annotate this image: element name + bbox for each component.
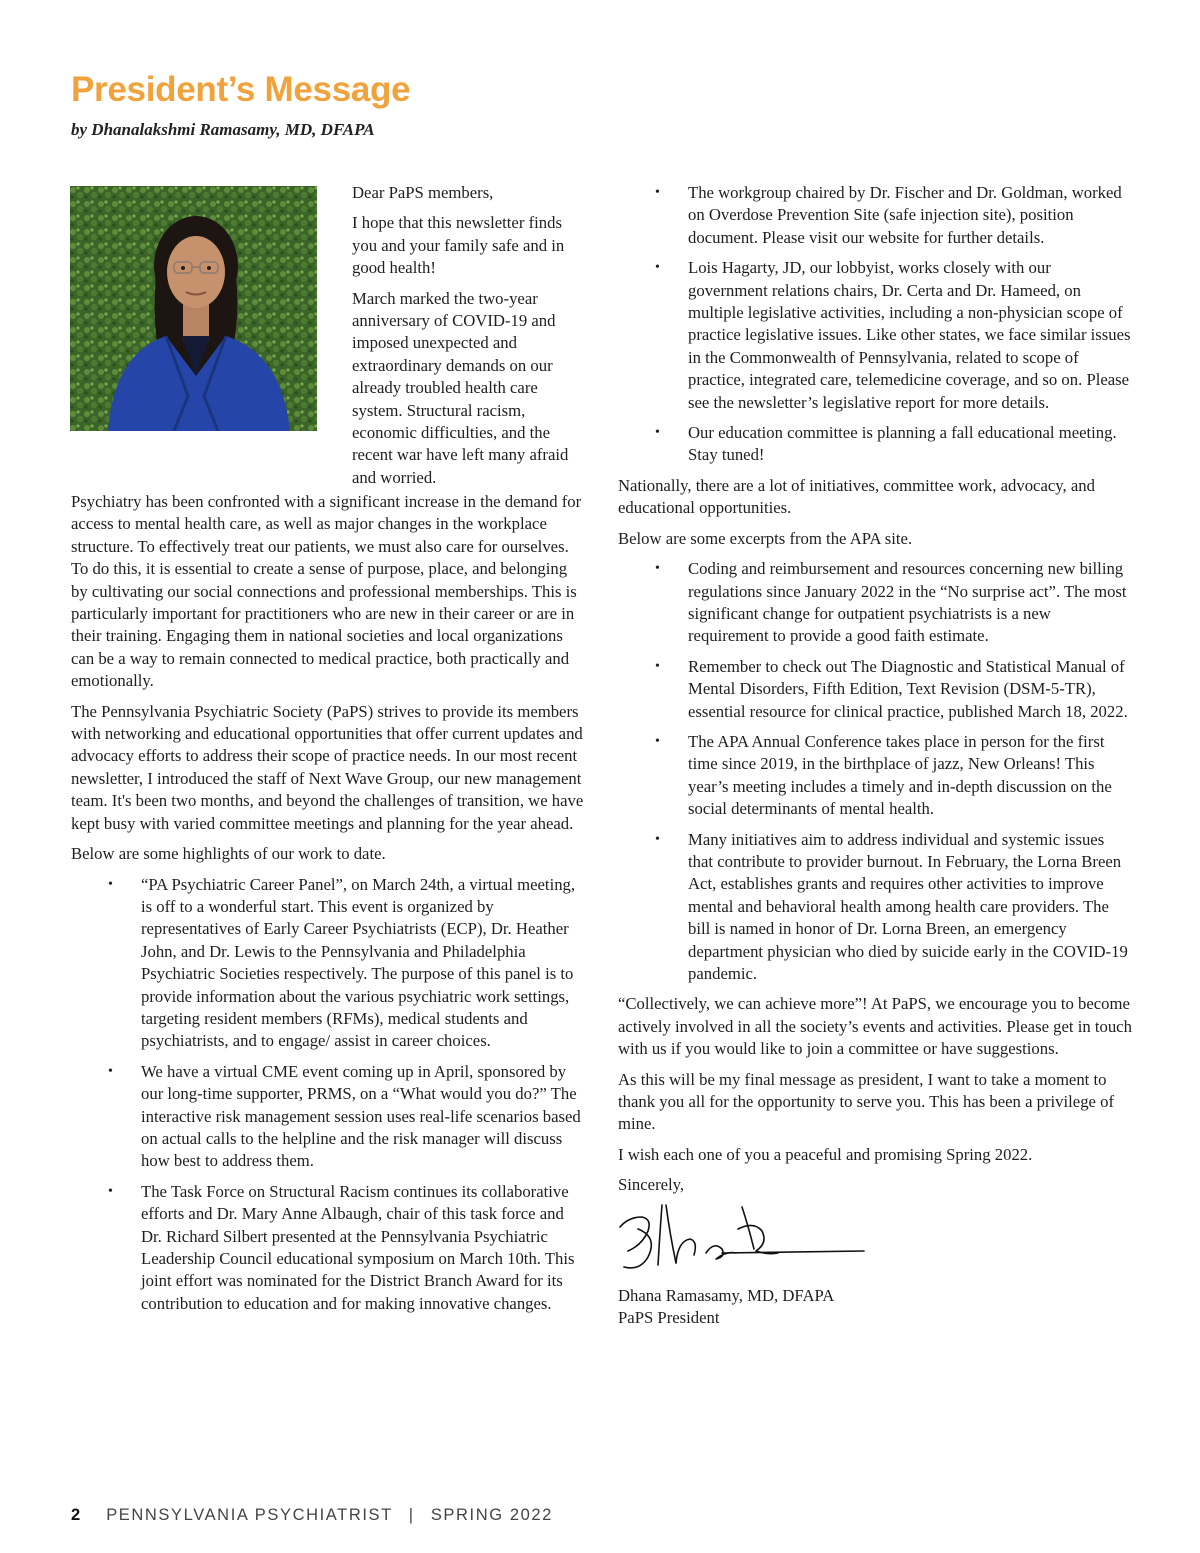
- intro-paragraph-1: I hope that this newsletter finds you and your family safe and in good health!: [352, 213, 565, 278]
- list-item: [71, 874, 584, 1053]
- list-item: [618, 656, 1133, 723]
- body-paragraph-10: I wish each one of you a peaceful and promising Spring 2022.: [618, 1144, 1033, 1164]
- page-number: 2: [71, 1506, 81, 1524]
- work-list: [618, 182, 1133, 467]
- bullet-glyph: •: [655, 260, 660, 276]
- bullet-glyph: •: [655, 658, 660, 674]
- publication-name: PENNSYLVANIA PSYCHIATRIST: [106, 1506, 393, 1524]
- left-column: [71, 491, 584, 1323]
- body-paragraph-3: Psychiatry has been confronted with a significant increase in the demand for access to mental health care, as well as major changes in the workplace structure. To effectively treat our patients, we must also care for ourselves. To do this, it is essential to create a sense of purpose, place, and belonging by cultivating our social connections and professional memberships. This is particularly important for practitioners who are new in their career or are in their training. Engaging them in national societies and local organizations can be a way to remain connected to medical practice, both practically and emotionally.: [71, 492, 582, 691]
- list-item-text: “PA Psychiatric Career Panel”, on March 24th, a virtual meeting, is off to a wonderful start. This event is organized by representatives of Early Career Psychiatrists (ECP), Dr. Heather John, and Dr. Lewis to the Pennsylvania and Philadelphia Psychiatric Societies respectively. The purpose of this panel is to provide information about the various psychiatric work settings, targeting resident members (RFMs), medical students and psychiatrists, and to engage/ assist in career choices.: [141, 874, 576, 1051]
- page-footer: [71, 1506, 553, 1525]
- footer-separator: |: [408, 1506, 415, 1524]
- issue-label: SPRING 2022: [430, 1506, 553, 1524]
- highlights-list: [71, 874, 584, 1316]
- apa-excerpts-list: [618, 558, 1133, 985]
- intro-text: [352, 182, 584, 497]
- bullet-glyph: •: [655, 185, 660, 200]
- list-item: [71, 1181, 584, 1315]
- list-item: [618, 558, 1133, 648]
- list-item-text: The Task Force on Structural Racism continues its collaborative efforts and Dr. Mary Anne Albaugh, chair of this task force and Dr. Richard Silbert presented at the Pennsylvania Psychiatric Leadership Council educational symposium on March 10th. This joint effort was nominated for the District Branch Award for its contribution to education and for making innovative changes.: [141, 1181, 575, 1313]
- body-paragraph-6: Nationally, there are a lot of initiatives, committee work, advocacy, and educational opportunities.: [618, 475, 1095, 518]
- list-item: [618, 257, 1133, 414]
- body-paragraph-4: The Pennsylvania Psychiatric Society (PaPS) strives to provide its members with networking and educational opportunities that offer current updates and advocacy efforts to address their scope of practice needs. In our most recent newsletter, I introduced the staff of Next Wave Group, our new management team. It's been two months, and beyond the challenges of transition, we have kept busy with varied committee meetings and planning for the year ahead.: [71, 701, 584, 833]
- body-paragraph-9: As this will be my final message as president, I want to take a moment to thank you all for the opportunity to serve you. This has been a privilege of mine.: [618, 1069, 1115, 1134]
- list-item: [618, 731, 1133, 821]
- list-item-text: Lois Hagarty, JD, our lobbyist, works closely with our government relations chairs, Dr. Certa and Dr. Hameed, on multiple legislative activities, including a non-physician scope of practice legislative issues. Like other states, we face similar issues in the Commonwealth of Pennsylvania, related to scope of practice, integrated care, telemedicine coverage, and so on. Please see the newsletter’s legislative report for more details.: [688, 258, 1131, 412]
- list-item: [71, 1061, 584, 1173]
- bullet-glyph: •: [655, 831, 660, 847]
- list-item-text: The APA Annual Conference takes place in person for the first time since 2019, in the birthplace of jazz, New Orleans! This year’s meeting includes a timely and in-depth discussion on the social determinants of mental health.: [688, 731, 1112, 819]
- right-column: [618, 182, 1133, 1337]
- signatory-title: PaPS President: [618, 1308, 720, 1328]
- bullet-glyph: •: [108, 876, 113, 892]
- intro-paragraph-2: March marked the two-year anniversary of COVID-19 and imposed unexpected and extraordinary demands on our already troubled health care system. Structural racism, economic difficulties, and the recent war have left many afraid and worried.: [352, 288, 569, 487]
- list-item-text: Many initiatives aim to address individual and systemic issues that contribute to provider burnout. In February, the Lorna Breen Act, establishes grants and requires other activities to improve mental and behavioral health among health care providers. The bill is named in honor of Dr. Lorna Breen, an emergency department physician who died by suicide early in the COVID-19 pandemic.: [688, 829, 1128, 983]
- list-item: [618, 422, 1133, 467]
- body-paragraph-5: Below are some highlights of our work to date.: [71, 844, 386, 864]
- closing: Sincerely,: [618, 1175, 685, 1195]
- list-item-text: Our education committee is planning a fall educational meeting. Stay tuned!: [688, 423, 1117, 465]
- byline: by Dhanalakshmi Ramasamy, MD, DFAPA: [71, 120, 375, 139]
- list-item-text: We have a virtual CME event coming up in April, sponsored by our long-time supporter, PRMS, on a “What would you do?” The interactive risk management session uses real-life scenarios based on actual calls to the helpline and the risk manager will discuss how best to address them.: [141, 1061, 581, 1171]
- signature-image: [618, 1201, 868, 1279]
- greeting: Dear PaPS members,: [352, 183, 494, 202]
- body-paragraph-8: “Collectively, we can achieve more”! At PaPS, we encourage you to become actively involved in all the society’s events and activities. Please get in touch with us if you would like to join a committee or have suggestions.: [618, 994, 1132, 1059]
- bullet-glyph: •: [655, 561, 660, 577]
- bullet-glyph: •: [655, 425, 660, 441]
- list-item-text: Coding and reimbursement and resources concerning new billing regulations since January 2022 in the “No surprise act”. The most significant change for outpatient psychiatrists is a new requirement to provide a good faith estimate.: [688, 559, 1127, 646]
- bullet-glyph: •: [108, 1183, 113, 1199]
- list-item-text: The workgroup chaired by Dr. Fischer and Dr. Goldman, worked on Overdose Prevention Site (safe injection site), position document. Please visit our website for further details.: [688, 183, 1122, 247]
- list-item: [618, 182, 1133, 249]
- author-photo: [70, 186, 317, 431]
- bullet-glyph: •: [108, 1063, 113, 1079]
- list-item: [618, 829, 1133, 986]
- body-paragraph-7: Below are some excerpts from the APA site.: [618, 528, 913, 548]
- signatory-name: Dhana Ramasamy, MD, DFAPA: [618, 1285, 835, 1305]
- list-item-text: Remember to check out The Diagnostic and Statistical Manual of Mental Disorders, Fifth Edition, Text Revision (DSM-5-TR), essential resource for clinical practice, published March 18, 2022.: [688, 656, 1128, 721]
- page-title: President’s Message: [71, 70, 411, 109]
- bullet-glyph: •: [655, 733, 660, 749]
